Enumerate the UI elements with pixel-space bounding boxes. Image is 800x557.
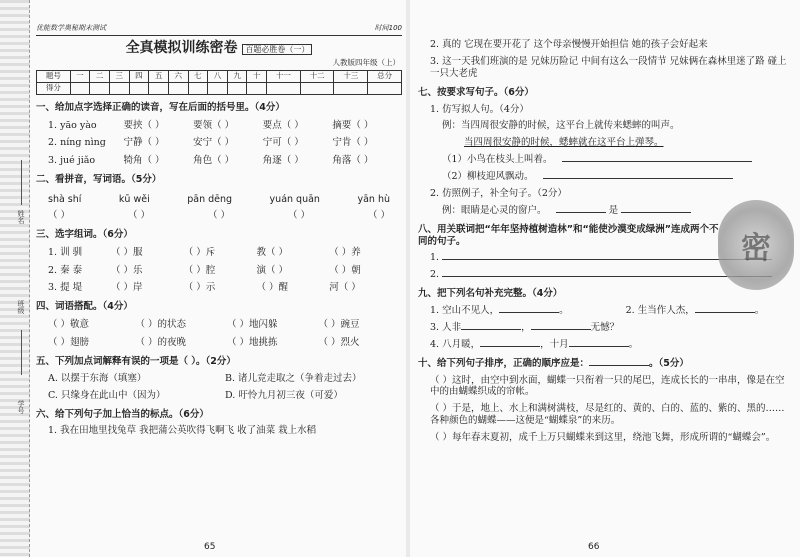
pinyin: shà shí [48,194,82,205]
score-entry[interactable] [208,82,228,94]
score-cell: 得分 [37,82,71,94]
stamp-seal: 密 [718,200,794,290]
score-table-score-row [37,82,402,94]
score-cell: 十二 [300,70,334,82]
pinyin: kū wěi [118,194,150,205]
answer-item[interactable]: 角色（ ） [193,155,235,167]
answer-item[interactable]: 安宁（ ） [193,137,235,149]
answer-item[interactable]: 宁可（ ） [262,137,304,149]
answer-item[interactable]: （ ）服 [110,246,143,258]
binding-label-number: 学号 [17,400,25,414]
paper-title [126,40,313,56]
answer-item[interactable]: 宁肯（ ） [332,137,374,149]
answer-underline[interactable] [543,178,733,179]
section-4-title: 四、词语搭配。（4分） [36,301,133,313]
section-6-line: 3. 这一天我们班演的是 兄妹历险记 中间有这么一段情节 兄妹俩在森林里迷了路 碰上一只大老虎 [430,55,787,79]
section-1-row [36,120,402,132]
choice-option[interactable]: B. 诸儿竞走取之（争着走过去） [225,372,362,384]
edition: 人教版四年级（上） [332,58,400,68]
score-cell: 九 [227,70,247,82]
score-cell: 三 [109,70,129,82]
answer-underline[interactable] [569,346,629,347]
row-label: 1. 训 驯 [48,246,83,258]
example-underlined: 当四周很安静的时候，蟋蟀就在这平台上弹琴。 [464,137,664,149]
section-10-score: 。（5分） [649,357,689,369]
answer-underline[interactable] [562,161,752,162]
section-4-row [36,319,402,331]
section-1-row [36,137,402,149]
score-cell: 总分 [368,70,402,82]
score-entry[interactable] [90,82,110,94]
row-label: 3. 提 堤 [48,282,83,294]
section-5-title: 五、下列加点词解释有误的一项是（ ）。（2分） [36,355,236,367]
answer-item[interactable]: （ ）地挑拣 [226,337,278,348]
answer-item[interactable]: （ ）乐 [110,264,143,276]
score-cell: 十一 [267,70,301,82]
answer-underline[interactable] [621,212,691,213]
score-entry[interactable] [70,82,90,94]
score-entry[interactable] [267,82,301,94]
score-table-header-row [37,70,402,82]
score-cell: 题号 [37,70,71,82]
score-cell: 八 [208,70,228,82]
pinyin: pān dēng [187,194,233,205]
answer-item[interactable]: 要点（ ） [262,119,304,131]
choice-option[interactable]: A. 以摆于东海（填塞） [48,372,147,384]
score-entry[interactable] [129,82,149,94]
section-2-title: 二、看拼音，写词语。（5分） [36,174,162,186]
answer-item[interactable]: （ ）翅膀 [48,337,90,348]
score-cell: 一 [70,70,90,82]
answer-item[interactable]: 宁静（ ） [123,137,165,149]
section-5-options [36,368,402,402]
score-cell: 五 [149,70,169,82]
binding-label-class: 班级 [17,300,25,314]
example-sentence [418,137,794,149]
answer-blank[interactable]: （ ） [367,209,390,221]
prompt: 。 [754,305,765,316]
choice-option[interactable]: C. 只缘身在此山中（因为） [48,389,166,401]
row-label: 2. 秦 泰 [48,264,83,276]
line-label: 2. [430,269,440,281]
section-6-line: 2. 真的 它现在要开花了 这个母亲慢慢开始担信 她的孩子会好起来 [430,39,708,50]
answer-item[interactable]: （ ）豌豆 [318,319,360,331]
prompt: ，十月 [540,338,569,350]
sort-sentence: （ ）每年春末夏初，成千上万只蝴蝶来到这里，绕池飞舞，形成所谓的“蝴蝶会”。 [430,432,776,443]
answer-item[interactable]: （ ）地闪躲 [226,319,278,331]
prompt: 。 [628,338,639,350]
score-entry[interactable] [168,82,188,94]
answer-underline[interactable] [461,329,521,330]
section-7-title: 七、按要求写句子。（6分） [418,86,534,98]
section-3-title: 三、选字组词。（6分） [36,228,133,240]
answer-item[interactable]: 教（ ） [256,246,288,258]
answer-underline[interactable] [589,365,649,366]
paper-title-text: 全真模拟训练密卷 [125,39,238,56]
prompt: 例：眼睛是心灵的窗户。 [442,204,547,216]
score-entry[interactable] [188,82,208,94]
score-entry[interactable] [334,82,368,94]
example-sentence: 例：当四周很安静的时候，这平台上就传来蟋蟀的叫声。 [442,120,680,132]
section-3-row [36,265,402,277]
answer-item[interactable]: （ ）敬意 [48,319,90,331]
binding-label-name: 姓名 [17,210,25,224]
row-label: 1. yāo yào [48,119,97,131]
answer-blank[interactable]: （ ） [48,209,71,221]
score-entry[interactable] [149,82,169,94]
row-label: 2. níng nìng [48,137,106,149]
pinyin: yuán quān [269,194,320,205]
section-6-line: 1. 我在田地里找兔草 我把蒲公英吹得飞啊飞 收了油菜 栽上水稻 [48,425,317,437]
binding-labels [16,0,28,557]
score-table [36,70,402,95]
answer-line [418,154,794,166]
answer-item[interactable]: （ ）示 [183,282,216,294]
question: 2. 仿照例子，补全句子。（2分） [430,187,567,199]
section-10-title [418,358,794,370]
pinyin: yān hù [357,194,390,205]
section-3-row [36,247,402,259]
answer-underline[interactable] [480,346,540,347]
section-9-title: 九、把下列名句补充完整。（4分） [418,288,563,300]
prompt: 。 [559,305,569,316]
answer-blank-row [36,206,402,222]
score-entry[interactable] [247,82,267,94]
paper-title-tag: 百题必胜卷（一） [242,44,312,55]
choice-option[interactable]: D. 吁怜九月初三夜（可爱） [225,389,343,401]
section-3-row [36,282,402,294]
prompt: （1）小鸟在枝头上叫着。 [442,154,553,166]
answer-line [418,322,794,334]
section-8-title: 八、用关联词把“年年坚持植树造林”和“能使沙漠变成绿洲”连成两个不同的句子。 [418,223,719,247]
sort-sentence: （ ）于是，地上、水上和满树满枝，尽是红的、黄的、白的、蓝的、紫的、黑的……各种颜色的蝴蝶——这便是“蝴蝶泉”的来历。 [430,403,785,427]
score-cell: 四 [129,70,149,82]
prompt: 4. 八月暖， [430,338,481,350]
answer-item[interactable]: 要挟（ ） [123,119,165,131]
score-cell: 六 [168,70,188,82]
page-number: 66 [588,541,600,552]
answer-line [418,171,794,183]
answer-line [418,305,794,317]
section-4-row [36,337,402,349]
answer-item[interactable]: （ ）养 [329,246,361,258]
page-number: 65 [204,541,216,552]
prompt: 是 [608,204,619,216]
binding-line [21,330,22,375]
answer-item[interactable]: 摘要（ ） [332,119,374,131]
section-1-title: 一、给加点字选择正确的读音，写在后面的括号里。（4分） [36,101,285,113]
question: 1. 仿写拟人句。（4分） [430,103,529,115]
score-cell: 二 [90,70,110,82]
answer-blank[interactable]: （ ） [207,209,230,221]
answer-blank[interactable]: （ ） [287,209,310,221]
page-header [36,24,402,36]
pinyin-row [36,186,402,206]
prompt: （2）柳枝迎风飘动。 [442,171,534,182]
answer-item[interactable]: （ ）烈火 [318,337,360,348]
answer-underline[interactable] [499,312,559,313]
prompt: ， [521,321,531,333]
section-1-row [36,155,402,167]
answer-underline[interactable] [556,212,606,213]
prompt: 1. 空山不见人， [430,305,500,316]
binding-line [21,160,22,205]
answer-item[interactable]: （ ）斥 [183,246,216,258]
answer-item[interactable]: 要领（ ） [193,119,235,131]
answer-item[interactable]: 演（ ） [256,264,288,276]
answer-item[interactable]: （ ）朝 [329,264,361,276]
line-label: 1. [430,252,440,264]
section-10-title-text: 十、给下列句子排序，正确的顺序应是： [418,357,590,369]
answer-line [418,339,794,351]
answer-item[interactable]: （ ）岸 [110,282,143,294]
score-entry[interactable] [109,82,129,94]
answer-item[interactable]: （ ）醒 [256,282,288,294]
prompt: 3. 人非 [430,321,462,333]
left-page [32,0,406,557]
answer-item[interactable]: 河（ ） [329,282,361,294]
row-label: 3. jué jiǎo [48,155,96,167]
score-cell: 十 [247,70,267,82]
prompt: 2. 生当作人杰， [625,305,695,316]
answer-underline[interactable] [695,312,755,313]
score-entry[interactable] [368,82,402,94]
answer-item[interactable]: （ ）的夜晚 [135,337,187,348]
answer-underline[interactable] [442,276,772,277]
score-entry[interactable] [227,82,247,94]
answer-item[interactable]: 角落（ ） [332,155,374,167]
score-cell: 七 [188,70,208,82]
series-name: 优能数学奥秘期末测试 [36,24,106,32]
answer-item[interactable]: 犄角（ ） [123,155,165,167]
score-entry[interactable] [300,82,334,94]
prompt: 无憾？ [590,321,620,333]
answer-blank[interactable]: （ ） [127,209,151,221]
answer-item[interactable]: （ ）腔 [183,264,216,276]
answer-item[interactable]: （ ）的状态 [135,319,187,331]
answer-item[interactable]: 角逐（ ） [262,155,304,167]
title-row [36,40,402,58]
section-6-title: 六、给下列句子加上恰当的标点。（6分） [36,408,209,420]
score-cell: 十三 [334,70,368,82]
exam-time: 时间100 [374,24,402,32]
sort-sentence: （ ）这时，由空中到水面，蝴蝶一只衔着一只的尾巴，连成长长的一串串，像是在空中的由蝴蝶织成的帘帐。 [430,374,785,398]
answer-underline[interactable] [531,329,591,330]
